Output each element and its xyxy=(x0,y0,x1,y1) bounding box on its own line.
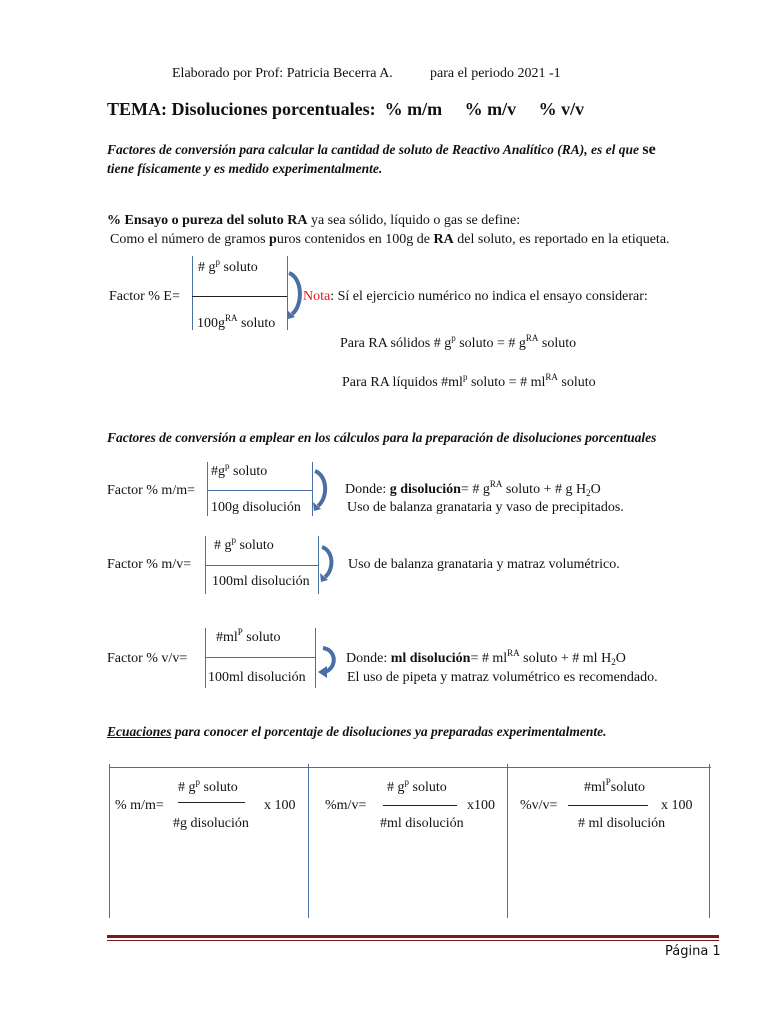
factor-e-label: Factor % E= xyxy=(109,289,180,304)
factor-mv-label: Factor % m/v= xyxy=(107,557,192,572)
factor-mm-donde: Donde: g disolución= # $g^{RA}$ soluto + # g $H_2O$ xyxy=(345,479,601,498)
ecuaciones-title-underlined: Ecuaciones xyxy=(107,724,172,739)
factor-mm-left-bar xyxy=(207,462,208,516)
curved-arrow-icon xyxy=(312,468,334,512)
tema-heading xyxy=(107,99,584,120)
equations-col-divider-3 xyxy=(507,764,508,918)
factor-e-fraction-line xyxy=(192,296,287,297)
factor-mm-label: Factor % m/m= xyxy=(107,483,195,498)
nota-line xyxy=(303,289,648,305)
factor-vv-denominator: 100ml disolución xyxy=(208,670,306,685)
ensayo-rest: ya sea sólido, líquido o gas se define: xyxy=(307,213,521,228)
nota-label: Nota xyxy=(303,289,331,304)
eq-mm-label: % m/m= xyxy=(115,798,164,813)
factor-vv-donde: Donde: ml disolución= # $ml^{RA}$ soluto + # ml $H_2O$ xyxy=(346,648,626,667)
eq-mm-numerator: # $g^p$ soluto xyxy=(178,777,238,795)
intro-text-a: Factores de conversión para calcular la cantidad de soluto de Reactivo Analítico (RA), es el que xyxy=(107,142,639,157)
eq-vv-denominator: # ml disolución xyxy=(578,816,666,831)
eq-vv-label: %v/v= xyxy=(520,798,558,813)
factor-vv-numerator: $\#ml^P$ soluto xyxy=(216,627,281,645)
factor-mm-uso: Uso de balanza granataria y vaso de precipitados. xyxy=(347,500,624,515)
equations-col-divider-4 xyxy=(709,764,710,918)
eq-vv-numerator: $\#ml^Psoluto$ xyxy=(584,777,646,795)
tema-unit-vv: % v/v xyxy=(538,99,585,119)
factor-mv-denominator: 100ml disolución xyxy=(212,574,310,589)
equations-box-top xyxy=(109,767,711,768)
factor-e-denominator: $100g^{RA}$ soluto xyxy=(197,313,276,331)
factor-mm-denominator: 100g disolución xyxy=(211,500,301,515)
factor-vv-label: Factor % v/v= xyxy=(107,651,188,666)
equations-col-divider-2 xyxy=(308,764,309,918)
eq-mv-label: %m/v= xyxy=(325,798,367,813)
factor-vv-uso: El uso de pipeta y matraz volumétrico es recomendado. xyxy=(347,670,658,685)
page-number: Página 1 xyxy=(665,944,721,959)
factor-vv-left-bar xyxy=(205,628,206,688)
intro-line-1 xyxy=(107,141,656,159)
eq-mv-x100: x100 xyxy=(467,798,495,813)
factor-mv-fraction-line xyxy=(205,565,318,566)
ecuaciones-title-rest: para conocer el porcentaje de disoluciones ya preparadas experimentalmente. xyxy=(171,724,607,739)
nota-text: : Sí el ejercicio numérico no indica el ensayo considerar: xyxy=(330,289,648,304)
ensayo-l2-b: uros contenidos en 100g de xyxy=(276,232,434,247)
factor-e-left-bar xyxy=(192,256,193,330)
eq-mv-numerator: # $g^p$ soluto xyxy=(387,777,447,795)
equations-col-divider-1 xyxy=(109,764,110,918)
tema-unit-mv: % m/v xyxy=(464,99,517,119)
eq-vv-x100: x 100 xyxy=(661,798,693,813)
footer-rule-thin xyxy=(107,940,719,941)
ensayo-line-2 xyxy=(110,232,670,248)
section2-title: Factores de conversión a emplear en los cálculos para la preparación de disoluciones porcentuales xyxy=(107,430,657,445)
factor-e-numerator: # $g^p$ soluto xyxy=(198,257,258,275)
ensayo-l2-c: del soluto, es reportado en la etiqueta. xyxy=(453,232,670,247)
tema-label: TEMA: Disoluciones porcentuales: xyxy=(107,99,376,119)
intro-text-b: se xyxy=(642,141,656,158)
ra-solidos-line: Para RA sólidos # $g^p$ soluto = # $g^{RA}$ soluto xyxy=(340,333,577,351)
curved-return-arrow-icon xyxy=(315,644,345,684)
eq-mv-denominator: #ml disolución xyxy=(380,816,464,831)
factor-mm-fraction-line xyxy=(207,490,312,491)
eq-mm-x100: x 100 xyxy=(264,798,296,813)
footer-rule-thick xyxy=(107,935,719,938)
eq-mm-denominator: #g disolución xyxy=(173,816,249,831)
factor-mv-numerator: # $g^p$ soluto xyxy=(214,535,274,553)
ra-liquidos-line: Para RA líquidos $\#ml^p$ soluto = # $ml^{RA}$ soluto xyxy=(342,372,596,390)
intro-line-2: tiene físicamente y es medido experimentalmente. xyxy=(107,161,383,176)
author-line: Elaborado por Prof: Patricia Becerra A. xyxy=(172,66,393,81)
eq-vv-fraction-line xyxy=(568,805,648,806)
eq-mv-fraction-line xyxy=(383,805,457,806)
ensayo-l2-ra: RA xyxy=(433,232,454,247)
curved-arrow-icon xyxy=(319,544,341,584)
ensayo-line-1 xyxy=(107,213,520,229)
ecuaciones-title xyxy=(107,724,606,740)
ensayo-bold: % Ensayo o pureza del soluto RA xyxy=(107,213,308,228)
factor-mm-numerator: $\#g^p$ soluto xyxy=(211,461,268,479)
period-line: para el periodo 2021 -1 xyxy=(430,66,561,81)
eq-mm-fraction-line xyxy=(178,802,245,803)
tema-unit-mm: % m/m xyxy=(384,99,443,119)
ensayo-l2-p: p xyxy=(269,232,277,247)
factor-mv-uso: Uso de balanza granataria y matraz volumétrico. xyxy=(348,557,620,572)
factor-vv-fraction-line xyxy=(205,657,315,658)
ensayo-l2-a: Como el número de gramos xyxy=(110,232,270,247)
